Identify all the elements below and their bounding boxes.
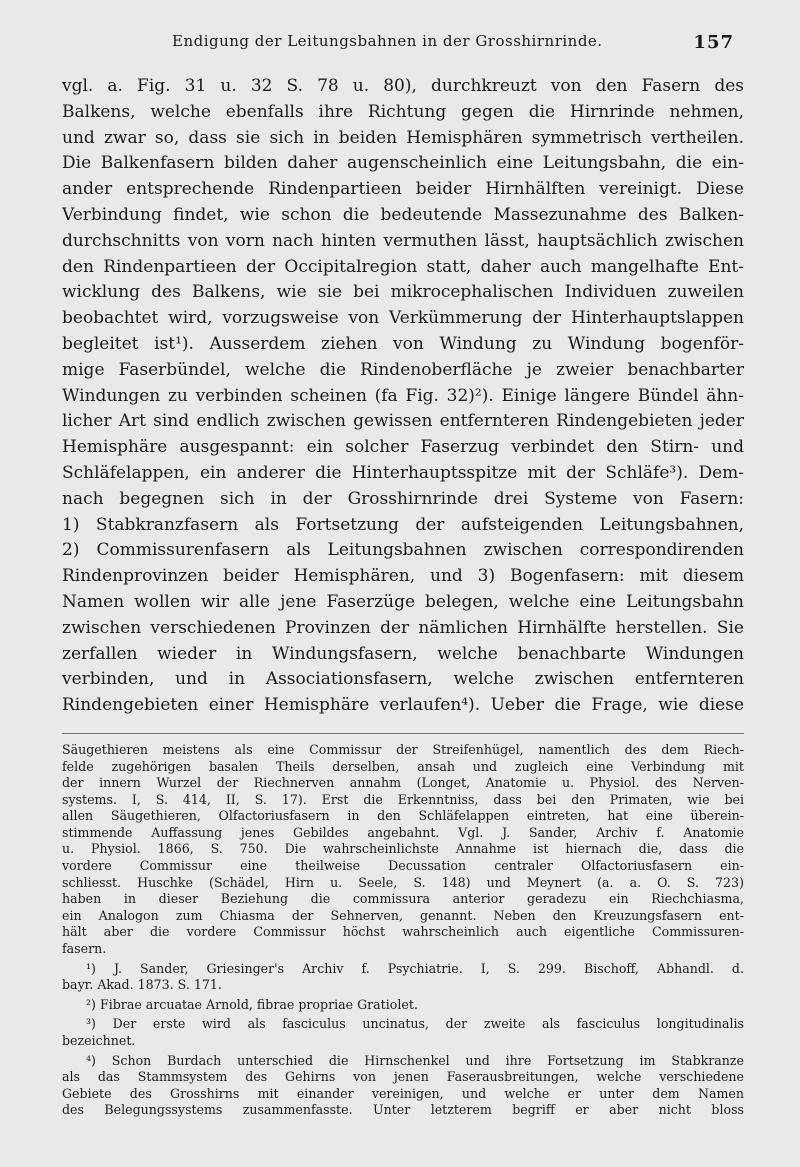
text-line: vgl. a. Fig. 31 u. 32 S. 78 u. 80), durchkreuzt von den Fasern des <box>62 76 744 96</box>
text-line: mige Faserbündel, welche die Rindenoberfläche je zweier benachbarter <box>62 359 744 380</box>
page-number: 157 <box>693 32 734 53</box>
footnote-line: der innern Wurzel der Riechnerven annahm (Longet, Anatomie u. Physiol. des Nerven- <box>62 775 744 791</box>
text-line: ander entsprechende Rindenpartieen beider Hirnhälften vereinigt. Diese <box>62 179 744 200</box>
footnotes <box>62 742 744 1119</box>
text-line: Balkens, welche ebenfalls ihre Richtung gegen die Hirnrinde nehmen, <box>62 101 744 122</box>
footnote-line: u. Physiol. 1866, S. 750. Die wahrscheinlichste Annahme ist hiernach die, dass die <box>62 841 744 857</box>
footnote-3 <box>62 1016 744 1049</box>
footnote-line: systems. I, S. 414, II, S. 17). Erst die Erkenntniss, dass bei den Primaten, wie bei <box>62 791 744 807</box>
footnote-rule <box>62 733 744 734</box>
footnote-line: fasern. <box>62 941 107 957</box>
footnote-line: felde zugehörigen basalen Theils derselben, ansah und zugleich eine Verbindung mit <box>62 758 744 774</box>
running-head <box>62 30 744 60</box>
text-line: und zwar so, dass sie sich in beiden Hemisphären symmetrisch vertheilen. <box>62 127 744 148</box>
text-line: durchschnitts von vorn nach hinten vermuthen lässt, hauptsächlich zwischen <box>62 230 744 251</box>
footnote-line: Gebiete des Grosshirns mit einander vereinigen, und welche er unter dem Namen <box>62 1085 744 1101</box>
footnote-2 <box>62 997 744 1014</box>
footnote-continuation <box>62 742 744 958</box>
footnote-line: stimmende Auffassung jenes Gebildes angebahnt. Vgl. J. Sander, Archiv f. Anatomie <box>62 824 744 840</box>
text-line: beobachtet wird, vorzugsweise von Verkümmerung der Hinterhauptslappen <box>62 308 744 329</box>
text-line: licher Art sind endlich zwischen gewissen entfernteren Rindengebieten jeder <box>62 411 744 432</box>
text-line: wicklung des Balkens, wie sie bei mikrocephalischen Individuen zuweilen <box>62 282 744 303</box>
footnote-line: ⁴) Schon Burdach unterschied die Hirnschenkel und ihre Fortsetzung im Stabkranze <box>86 1052 744 1068</box>
footnote-line: ¹) J. Sander, Griesinger's Archiv f. Psychiatrie. I, S. 299. Bischoff, Abhandl. d. <box>86 960 744 976</box>
text-line: 2) Commissurenfasern als Leitungsbahnen zwischen correspondirenden <box>62 540 744 561</box>
running-head-title: Endigung der Leitungsbahnen in der Grosshirnrinde. <box>172 32 603 50</box>
footnote-line: allen Säugethieren, Olfactoriusfasern in den Schläfelappen eintreten, hat eine überein- <box>62 808 744 824</box>
footnote-line: als das Stammsystem des Gehirns von jenen Faserausbreitungen, welche verschiedene <box>62 1069 744 1085</box>
text-line: Verbindung findet, wie schon die bedeutende Massezunahme des Balken- <box>62 204 744 225</box>
footnote-line: hält aber die vordere Commissur höchst wahrscheinlich auch eigentliche Commissuren- <box>62 924 744 940</box>
footnote-line: des Belegungssystems zusammenfasste. Unter letzterem begriff er aber nicht bloss <box>62 1102 744 1118</box>
text-line: 1) Stabkranzfasern als Fortsetzung der aufsteigenden Leitungsbahnen, <box>62 514 744 535</box>
text-line: zwischen verschiedenen Provinzen der nämlichen Hirnhälfte herstellen. Sie <box>62 617 744 638</box>
text-line: begleitet ist¹). Ausserdem ziehen von Windung zu Windung bogenför- <box>62 333 744 354</box>
text-line: Namen wollen wir alle jene Faserzüge belegen, welche eine Leitungsbahn <box>62 591 744 612</box>
footnote-line: ein Analogon zum Chiasma der Sehnerven, genannt. Neben den Kreuzungsfasern ent- <box>62 907 744 923</box>
footnote-line: bayr. Akad. 1873. S. 171. <box>62 977 222 993</box>
text-line: zerfallen wieder in Windungsfasern, welche benachbarte Windungen <box>62 643 744 664</box>
footnote-line: bezeichnet. <box>62 1033 136 1049</box>
footnote-line: vordere Commissur eine theilweise Decussation centraler Olfactoriusfasern ein- <box>62 858 744 874</box>
text-line: Rindengebieten einer Hemisphäre verlaufen⁴). Ueber die Frage, wie diese <box>62 695 744 716</box>
text-line: nach begegnen sich in der Grosshirnrinde drei Systeme von Fasern: <box>62 488 744 509</box>
footnote-line: ³) Der erste wird als fasciculus uncinatus, der zweite als fasciculus longitudinalis <box>86 1016 744 1032</box>
main-text <box>62 74 744 719</box>
text-line: den Rindenpartieen der Occipitalregion statt, daher auch mangelhafte Ent- <box>62 256 744 277</box>
text-line: Hemisphäre ausgespannt: ein solcher Faserzug verbindet den Stirn- und <box>62 437 744 458</box>
text-line: verbinden, und in Associationsfasern, welche zwischen entfernteren <box>62 669 744 690</box>
text-line: Windungen zu verbinden scheinen (fa Fig. 32)²). Einige längere Bündel ähn- <box>62 385 744 406</box>
footnote-line: haben in dieser Beziehung die commissura anterior geradezu ein Riechchiasma, <box>62 891 744 907</box>
text-line: Schläfelappen, ein anderer die Hinterhauptsspitze mit der Schläfe³). Dem- <box>62 462 744 483</box>
footnote-line: Säugethieren meistens als eine Commissur der Streifenhügel, namentlich des dem Riech- <box>62 741 744 757</box>
footnote-line: ²) Fibrae arcuatae Arnold, fibrae propriae Gratiolet. <box>86 996 418 1012</box>
footnote-1 <box>62 961 744 994</box>
text-line: Rindenprovinzen beider Hemisphären, und 3) Bogenfasern: mit diesem <box>62 566 744 587</box>
footnote-line: schliesst. Huschke (Schädel, Hirn u. Seele, S. 148) und Meynert (a. a. O. S. 723) <box>62 874 744 890</box>
footnote-4 <box>62 1053 744 1119</box>
text-line: Die Balkenfasern bilden daher augenscheinlich eine Leitungsbahn, die ein- <box>62 153 744 174</box>
